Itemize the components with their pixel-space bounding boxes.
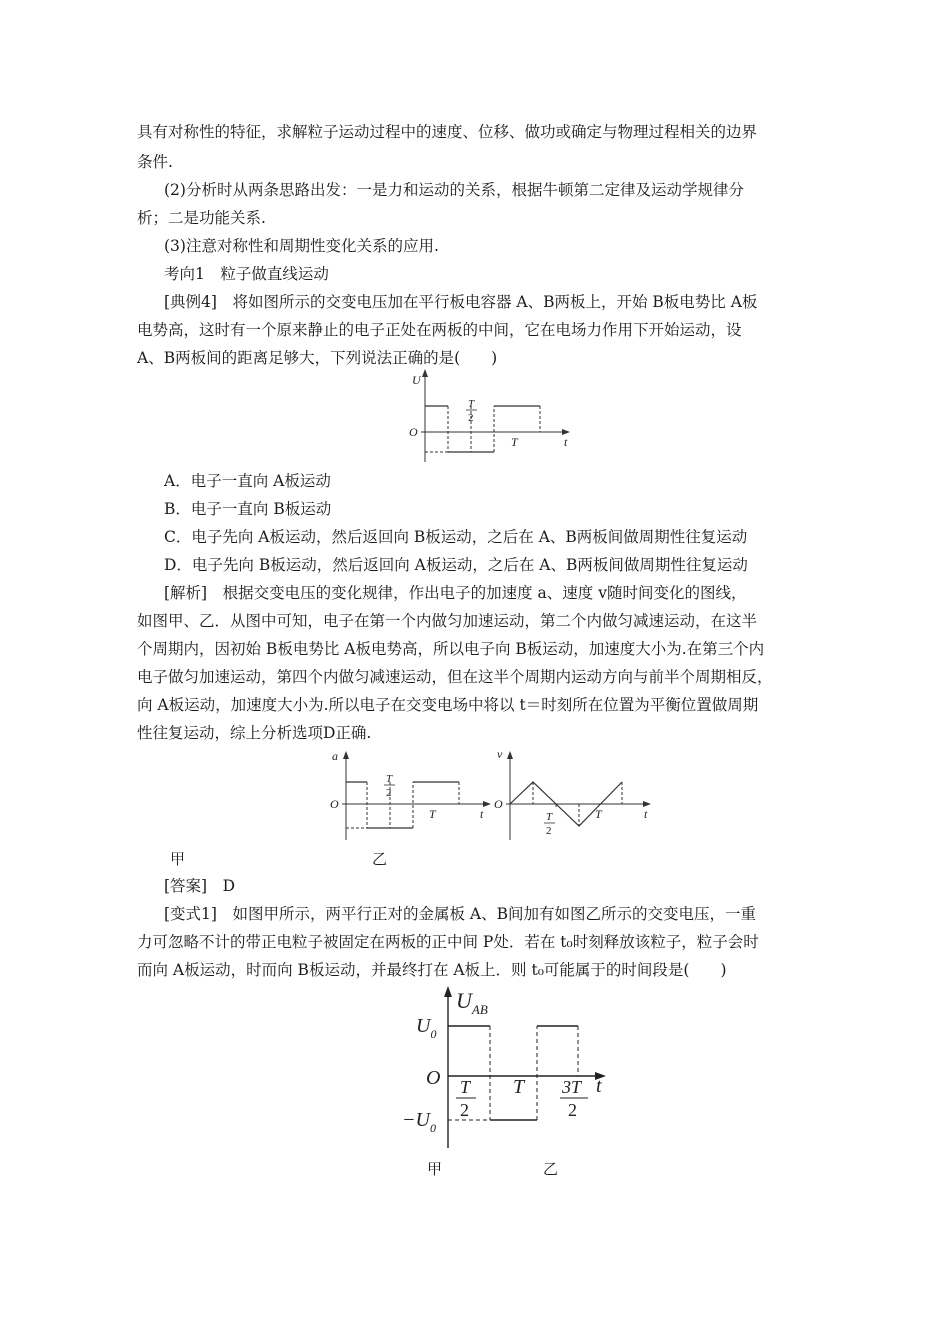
analysis-line-1: [解析] 根据交变电压的变化规律，作出电子的加速度 a、速度 v随时间变化的图线，	[164, 584, 747, 602]
fig-v-half-num: T	[546, 811, 553, 823]
fig1-origin-label: O	[409, 425, 418, 439]
analysis-line-4: 电子做匀加速运动，第四个内做匀减速运动，但在这半个周期内运动方向与前半个周期相反，	[137, 668, 773, 686]
paragraph-line-1: 具有对称性的特征，求解粒子运动过程中的速度、位移、做功或确定与物理过程相关的边界	[137, 123, 758, 141]
example-line-3: A、B两板间的距离足够大，下列说法正确的是( )	[137, 349, 498, 367]
fig-v-T-label: T	[595, 807, 602, 821]
variant-line-1: [变式1] 如图甲所示，两平行正对的金属板 A、B间加有如图乙所示的交变电压，一重	[164, 905, 756, 923]
caption-jia-2: 甲	[427, 1160, 443, 1178]
fig1-T-label: T	[511, 435, 518, 449]
example-line-1: [典例4] 将如图所示的交变电压加在平行板电容器 A、B两板上，开始 B板电势比 A板	[164, 293, 758, 311]
point2-line-1: (2)分析时从两条思路出发：一是力和运动的关系，根据牛顿第二定律及运动学规律分	[164, 181, 744, 199]
caption-yi-1: 乙	[372, 850, 388, 868]
fig2-u0-label: $U_0$	[416, 1015, 437, 1041]
voltage-graph-2	[398, 980, 623, 1155]
analysis-line-6: 性往复运动，综上分析选项D正确.	[137, 724, 372, 742]
acceleration-graph	[328, 746, 493, 842]
fig-a-half-num: T	[386, 773, 393, 785]
fig1-u-label: U	[412, 373, 421, 387]
point2-line-2: 析；二是功能关系.	[137, 209, 266, 227]
fig-a-origin: O	[330, 797, 339, 811]
fig-a-t-label: t	[480, 807, 484, 821]
fig2-T-label: T	[513, 1076, 525, 1098]
option-c: C．电子先向 A板运动，然后返回向 B板运动，之后在 A、B两板间做周期性往复运动	[164, 528, 748, 546]
velocity-graph	[494, 746, 654, 842]
paragraph-line-2: 条件.	[137, 153, 173, 171]
fig2-half-den: 2	[460, 1100, 469, 1120]
fig-v-t-label: t	[644, 807, 648, 821]
fig2-uab-label: $U_{AB}$	[456, 988, 488, 1017]
fig-v-half-den: 2	[546, 825, 552, 837]
example-line-2: 电势高，这时有一个原来静止的电子正处在两板的中间，它在电场力作用下开始运动，设	[137, 321, 742, 339]
caption-jia-1: 甲	[170, 850, 186, 868]
caption-yi-2: 乙	[543, 1160, 559, 1178]
section-heading: 考向1 粒子做直线运动	[164, 265, 329, 283]
analysis-line-2: 如图甲、乙．从图中可知，电子在第一个内做匀加速运动，第二个内做匀减速运动，在这半	[137, 612, 758, 630]
variant-line-3: 而向 A板运动，时而向 B板运动，并最终打在 A板上．则 t₀可能属于的时间段是( )	[137, 961, 727, 979]
fig2-origin: O	[426, 1067, 441, 1089]
voltage-graph-1	[395, 366, 575, 466]
fig2-3half-den: 2	[568, 1100, 577, 1120]
fig2-half-num: T	[460, 1077, 471, 1097]
fig1-t-label: t	[564, 435, 568, 449]
fig2-t-label: t	[596, 1075, 602, 1097]
fig1-half-num: T	[468, 398, 475, 410]
option-b: B．电子一直向 B板运动	[164, 500, 332, 518]
variant-line-2: 力可忽略不计的带正电粒子被固定在两板的正中间 P处．若在 t₀时刻释放该粒子，粒子会时	[137, 933, 759, 951]
option-a: A．电子一直向 A板运动	[164, 472, 331, 490]
fig-a-y-label: a	[332, 749, 338, 763]
fig1-half-den: 2	[468, 412, 474, 424]
analysis-line-5: 向 A板运动，加速度大小为.所以电子在交变电场中将以 t＝时刻所在位置为平衡位置做周期	[137, 696, 759, 714]
fig-a-T-label: T	[429, 807, 436, 821]
fig2-3half-num: 3T	[562, 1077, 582, 1097]
option-d: D．电子先向 B板运动，然后返回向 A板运动，之后在 A、B两板间做周期性往复运动	[164, 556, 748, 574]
fig-v-y-label: v	[497, 747, 503, 761]
fig-a-half-den: 2	[386, 787, 392, 799]
fig2-neg-u0-label: $-U_0$	[402, 1109, 436, 1135]
analysis-line-3: 个周期内，因初始 B板电势比 A板电势高，所以电子向 B板运动，加速度大小为.在第三个内	[137, 640, 765, 658]
fig-v-origin: O	[494, 797, 503, 811]
point3: (3)注意对称性和周期性变化关系的应用.	[164, 237, 439, 255]
answer: [答案] D	[164, 877, 236, 895]
